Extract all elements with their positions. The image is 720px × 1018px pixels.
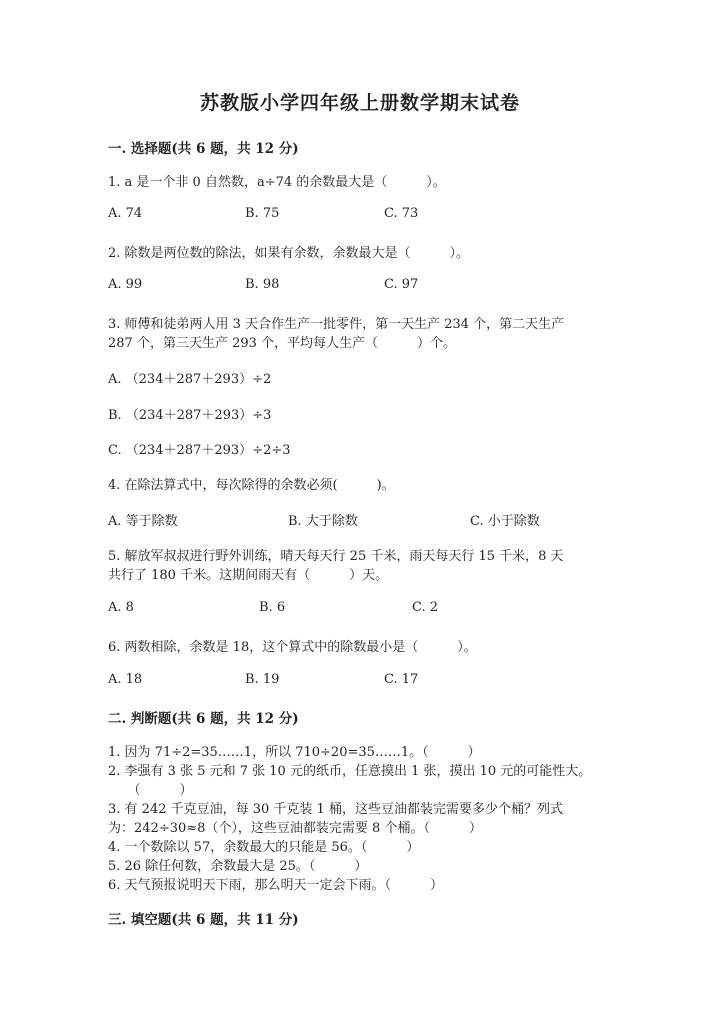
option-a: A. 8 xyxy=(108,600,134,615)
page-title: 苏教版小学四年级上册数学期末试卷 xyxy=(199,92,520,114)
option-b: B. 98 xyxy=(245,277,280,292)
judgment-line: 6. 天气预报说明天下雨，那么明天一定会下雨。（ ） xyxy=(108,878,444,893)
question-2-text: 2. 除数是两位数的除法，如果有余数，余数最大是（ ）。 xyxy=(108,246,470,261)
section-heading-judgment: 二. 判断题(共 6 题，共 12 分) xyxy=(108,711,299,727)
judgment-line: 5. 26 除任何数，余数最大是 25。（ ） xyxy=(108,859,368,874)
judgment-line: 3. 有 242 千克豆油，每 30 千克装 1 桶，这些豆油都装完需要多少个桶？列式 xyxy=(108,802,563,817)
judgment-line: 1. 因为 71÷2=35……1，所以 710÷20=35……1。（ ） xyxy=(108,745,481,760)
judgment-line: 2. 李强有 3 张 5 元和 7 张 10 元的纸币，任意摸出 1 张，摸出 10 元的可能性大。 xyxy=(108,764,592,779)
option-c: C. 73 xyxy=(384,206,419,221)
option-c: C. 97 xyxy=(384,277,419,292)
question-4-options xyxy=(108,510,608,530)
question-3-text-line-1: 3. 师傅和徒弟两人用 3 天合作生产一批零件，第一天生产 234 个，第二天生产 xyxy=(108,317,565,332)
question-5-text-line-1: 5. 解放军叔叔进行野外训练，晴天每天行 25 千米，雨天每天行 15 千米，8 天 xyxy=(108,549,564,564)
option-c: C. 17 xyxy=(384,672,419,687)
option-b: B. 6 xyxy=(259,600,286,615)
section-heading-choice: 一. 选择题(共 6 题，共 12 分) xyxy=(108,141,299,157)
judgment-line: （ ） xyxy=(108,783,193,798)
option-b: B. 19 xyxy=(245,672,280,687)
question-3-text-line-2: 287 个，第三天生产 293 个，平均每人生产（ ）个。 xyxy=(108,336,457,351)
question-2-options xyxy=(108,277,608,297)
option-b: B. 大于除数 xyxy=(288,514,358,529)
question-4-text: 4. 在除法算式中，每次除得的余数必须( )。 xyxy=(108,478,395,493)
option-c: C. （234＋287＋293）÷2÷3 xyxy=(108,443,291,458)
section-heading-fill-blank: 三. 填空题(共 6 题，共 11 分) xyxy=(108,912,299,928)
question-5-options xyxy=(108,600,608,620)
question-6-text: 6. 两数相除，余数是 18，这个算式中的除数最小是（ ）。 xyxy=(108,640,477,655)
option-a: A. 99 xyxy=(108,277,143,292)
option-a: A. （234＋287＋293）÷2 xyxy=(108,372,272,387)
option-b: B. 75 xyxy=(245,206,280,221)
option-a: A. 等于除数 xyxy=(108,514,178,529)
option-b: B. （234＋287＋293）÷3 xyxy=(108,408,272,423)
judgment-line: 4. 一个数除以 57，余数最大的只能是 56。（ ） xyxy=(108,840,420,855)
option-a: A. 18 xyxy=(108,672,143,687)
option-a: A. 74 xyxy=(108,206,143,221)
option-c: C. 2 xyxy=(412,600,439,615)
question-1-text: 1. a 是一个非 0 自然数，a÷74 的余数最大是（ ）。 xyxy=(108,175,446,190)
question-5-text-line-2: 共行了 180 千米。这期间雨天有（ ）天。 xyxy=(108,568,389,583)
question-1-options xyxy=(108,206,608,226)
question-6-options xyxy=(108,672,608,692)
judgment-line: 为：242÷30≈8（个），这些豆油都装完需要 8 个桶。（ ） xyxy=(108,821,482,836)
option-c: C. 小于除数 xyxy=(470,514,540,529)
